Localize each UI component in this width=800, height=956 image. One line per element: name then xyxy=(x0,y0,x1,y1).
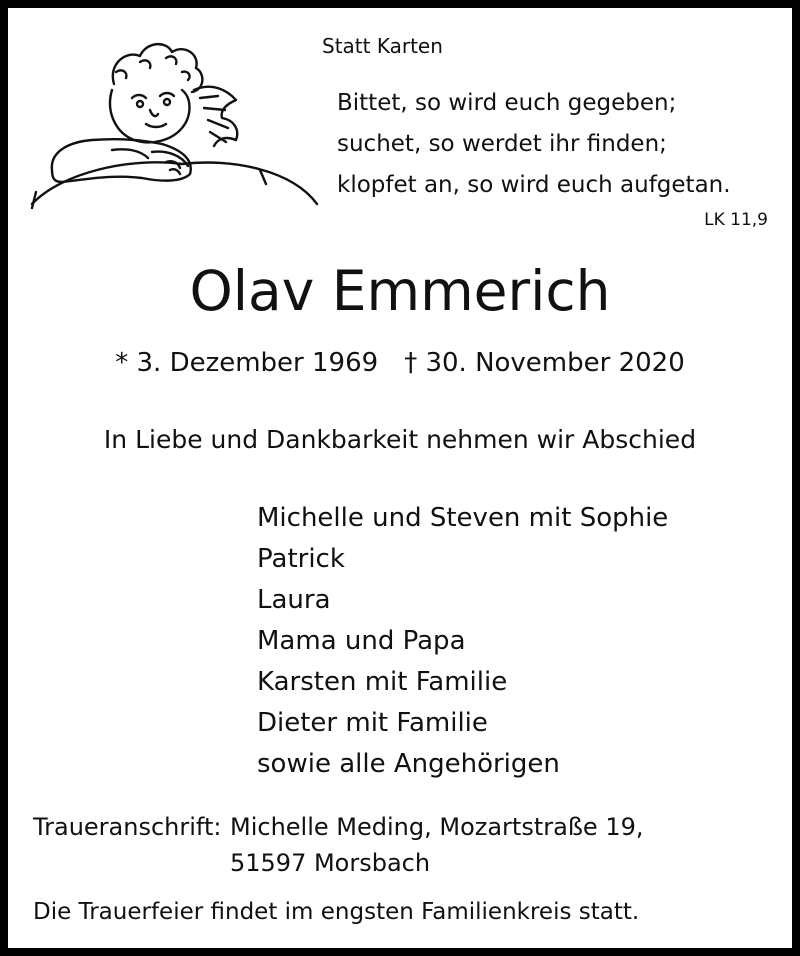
farewell-text: In Liebe und Dankbarkeit nehmen wir Abschied xyxy=(103,425,697,454)
life-dates xyxy=(0,350,800,376)
list-item: Mama und Papa xyxy=(257,626,466,656)
death-date: † 30. November 2020 xyxy=(404,348,685,378)
list-item: Karsten mit Familie xyxy=(257,667,508,697)
address-line: 51597 Morsbach xyxy=(230,849,431,877)
verse-line: suchet, so werdet ihr finden; xyxy=(337,131,667,157)
mourners-list xyxy=(257,498,668,785)
birth-date: * 3. Dezember 1969 xyxy=(115,348,379,378)
list-item: Patrick xyxy=(257,544,345,574)
list-item: sowie alle Angehörigen xyxy=(257,749,560,779)
address-line: Michelle Meding, Mozartstraße 19, xyxy=(230,813,644,841)
ceremony-note: Die Trauerfeier findet im engsten Familienkreis statt. xyxy=(33,899,640,925)
cherub-icon xyxy=(22,32,332,210)
verse-reference: LK 11,9 xyxy=(704,210,768,230)
verse-line: klopfet an, so wird euch aufgetan. xyxy=(337,172,731,198)
header-note: Statt Karten xyxy=(322,34,443,58)
list-item: Dieter mit Familie xyxy=(257,708,488,738)
address-label: Traueranschrift: xyxy=(33,813,222,841)
list-item: Michelle und Steven mit Sophie xyxy=(257,503,669,533)
deceased-name: Olav Emmerich xyxy=(189,259,611,323)
verse-line: Bittet, so wird euch gegeben; xyxy=(337,90,677,116)
list-item: Laura xyxy=(257,585,331,615)
